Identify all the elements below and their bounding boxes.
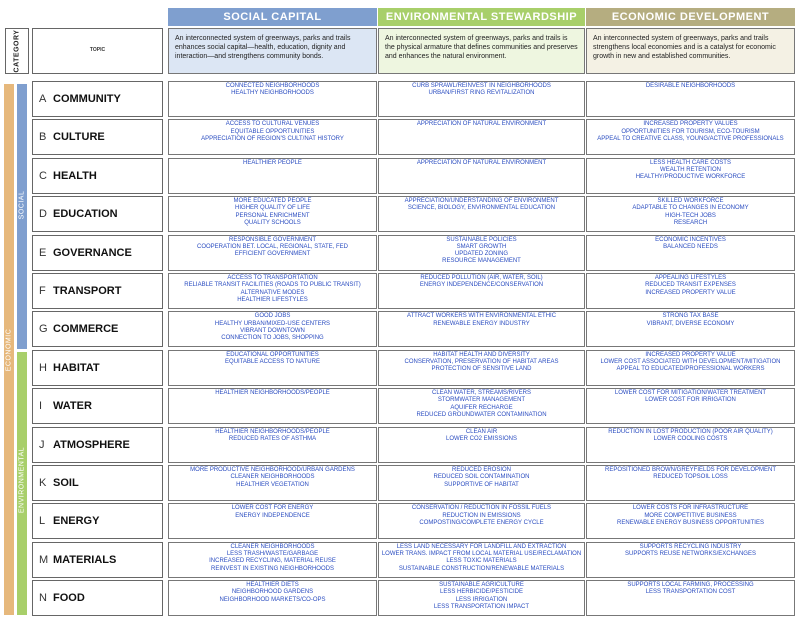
cell-env [378, 580, 585, 616]
cell-line: REINVEST IN EXISTING NEIGHBORHOODS [211, 565, 334, 572]
cell-line: INCREASED RECYCLING, MATERIAL REUSE [209, 558, 336, 565]
cell-line: HEALTHIER DIETS [246, 582, 299, 589]
cell-line: CLEANER NEIGHBORHOODS [230, 543, 315, 550]
cell-line: LESS LAND NECESSARY FOR LANDFILL AND EXTRACTION [396, 543, 567, 550]
cell-line: REPOSITIONED BROWN/GREYFIELDS FOR DEVELOPMENT [604, 467, 777, 473]
topic-name: HABITAT [53, 361, 100, 374]
cell-line: RELIABLE TRANSIT FACILITIES (ROADS TO PUBLIC TRANSIT) [184, 282, 361, 289]
cell-social [168, 350, 377, 386]
topic-name: WATER [53, 400, 92, 413]
category-header [5, 28, 29, 74]
cell-line: REDUCED POLLUTION (AIR, WATER, SOIL) [420, 275, 543, 281]
cell-line: REDUCED TOPSOIL LOSS [653, 474, 728, 481]
cell-line: CURB SPRAWL/REINVEST IN NEIGHBORHOODS [412, 83, 551, 89]
cell-econ [586, 388, 795, 424]
topic-header: TOPIC [32, 28, 163, 74]
cell-line: HEALTHIER VEGETATION [236, 481, 309, 488]
cell-line: URBAN/FIRST RING REVITALIZATION [428, 90, 535, 97]
cell-social [168, 542, 377, 578]
cell-line: LESS TRANSPORTATION IMPACT [433, 604, 530, 611]
cell-line: EDUCATIONAL OPPORTUNITIES [226, 351, 319, 358]
cell-env [378, 158, 585, 194]
cell-line: HABITAT HEALTH AND DIVERSITY [433, 351, 530, 358]
topic-name: FOOD [53, 592, 85, 605]
topic-letter: L [39, 515, 46, 528]
cell-econ [586, 503, 795, 539]
cell-line: GOOD JOBS [254, 313, 291, 320]
cell-line: HIGH-TECH JOBS [665, 212, 716, 219]
topic-letter: G [39, 323, 48, 336]
column-desc-social: An interconnected system of greenways, parks and trails enhances social capital—health, education, dignity and interaction—and strengthens community bonds. [168, 28, 377, 74]
cell-econ [586, 427, 795, 463]
cell-line: SUPPORTS REUSE NETWORKS/EXCHANGES [625, 551, 756, 558]
cell-line: APPRECIATION OF REGION'S CULT/NAT HISTORY [201, 135, 344, 142]
topic-name: EDUCATION [53, 208, 118, 221]
cell-line: APPEAL TO CREATIVE CLASS, YOUNG/ACTIVE PROFESSIONALS [597, 135, 784, 142]
cell-line: RESOURCE MANAGEMENT [442, 258, 521, 265]
topic-row-community [32, 81, 163, 117]
cell-line: NEIGHBORHOOD GARDENS [231, 589, 314, 596]
cell-social [168, 311, 377, 347]
cell-line: ADAPTABLE TO CHANGES IN ECONOMY [632, 205, 749, 212]
cell-line: LESS IRRIGATION [455, 596, 508, 603]
cell-env [378, 81, 585, 117]
topic-row-energy [32, 503, 163, 539]
cell-line: LOWER CO2 EMISSIONS [445, 435, 517, 442]
cell-line: CONNECTED NEIGHBORHOODS [225, 83, 320, 89]
column-desc-environmental: An interconnected system of greenways, parks and trails is the physical armature that defines communities and preserves and enhances the natural environment. [378, 28, 585, 74]
topic-letter: D [39, 208, 47, 221]
cell-line: OPPORTUNITIES FOR TOURISM, ECO-TOURISM [621, 128, 760, 135]
cell-line: CLEAN AIR [465, 428, 498, 435]
topic-row-education [32, 196, 163, 232]
cell-line: HEALTHIER LIFESTYLES [237, 296, 308, 303]
cell-line: LESS TRASH/WASTE/GARBAGE [226, 551, 319, 558]
cell-line: NEIGHBORHOOD MARKETS/CO-OPS [219, 596, 326, 603]
cell-line: INCREASED PROPERTY VALUE [645, 289, 736, 296]
social-label: SOCIAL [18, 190, 26, 220]
cell-line: REDUCED RATES OF ASTHMA [228, 435, 317, 442]
cell-line: RENEWABLE ENERGY BUSINESS OPPORTUNITIES [617, 519, 764, 526]
cell-line: LOWER COST FOR ENERGY [231, 505, 314, 512]
cell-line: LOWER COST FOR MITIGATION/WATER TREATMENT [614, 390, 767, 397]
cell-line: RESPONSIBLE GOVERNMENT [228, 236, 317, 243]
cell-line: QUALITY SCHOOLS [244, 220, 301, 227]
cell-econ [586, 273, 795, 309]
topic-name: TRANSPORT [53, 285, 122, 297]
topic-row-water [32, 388, 163, 424]
cell-line: LESS TOXIC MATERIALS [446, 558, 517, 565]
cell-line: CONSERVATION, PRESERVATION OF HABITAT AREAS [404, 359, 559, 366]
cell-line: HEALTHIER NEIGHBORHOODS/PEOPLE [215, 428, 330, 435]
column-desc-economic: An interconnected system of greenways, parks and trails strengthens local economies and is a catalyst for economic growth in new and established communities. [586, 28, 795, 74]
topic-row-governance [32, 235, 163, 271]
column-header-environmental: ENVIRONMENTAL STEWARDSHIP [378, 8, 585, 26]
cell-env [378, 196, 585, 232]
topic-letter: K [39, 477, 47, 489]
cell-econ [586, 465, 795, 501]
cell-line: BALANCED NEEDS [663, 243, 718, 250]
topic-name: ATMOSPHERE [53, 438, 130, 451]
cell-line: VIBRANT, DIVERSE ECONOMY [646, 320, 735, 327]
cell-line: LOWER COOLING COSTS [653, 435, 728, 442]
topic-letter: H [39, 361, 47, 374]
cell-econ [586, 311, 795, 347]
cell-env [378, 427, 585, 463]
cell-social [168, 119, 377, 155]
cell-line: ACCESS TO CULTURAL VENUES [225, 121, 320, 128]
topic-row-atmosphere [32, 427, 163, 463]
cell-line: INCREASED PROPERTY VALUE [645, 351, 736, 358]
cell-social [168, 81, 377, 117]
cell-env [378, 465, 585, 501]
cell-social [168, 503, 377, 539]
cell-line: APPEALING LIFESTYLES [654, 275, 727, 281]
column-header-economic: ECONOMIC DEVELOPMENT [586, 8, 795, 26]
cell-line: SUPPORTS LOCAL FARMING, PROCESSING [627, 582, 754, 589]
cell-line: REDUCED GROUNDWATER CONTAMINATION [416, 412, 547, 419]
topic-row-culture [32, 119, 163, 155]
topic-letter: C [39, 169, 47, 182]
cell-line: HEALTHY URBAN/MIXED-USE CENTERS [214, 320, 331, 327]
cell-econ [586, 580, 795, 616]
cell-line: SCIENCE, BIOLOGY, ENVIRONMENTAL EDUCATION [407, 205, 556, 212]
topic-row-soil [32, 465, 163, 501]
cell-line: DESIRABLE NEIGHBORHOODS [645, 83, 736, 89]
cell-line: STORMWATER MANAGEMENT [437, 397, 526, 404]
topic-letter: N [39, 592, 47, 605]
topic-row-food [32, 580, 163, 616]
cell-line: MORE PRODUCTIVE NEIGHBORHOOD/URBAN GARDENS [190, 467, 355, 473]
cell-line: STRONG TAX BASE [662, 313, 719, 320]
cell-line: HEALTHY NEIGHBORHOODS [231, 90, 314, 97]
cell-econ [586, 350, 795, 386]
cell-line: LOWER TRANS. IMPACT FROM LOCAL MATERIAL USE/RECLAMATION [381, 551, 582, 558]
cell-social [168, 235, 377, 271]
topic-letter: A [39, 93, 47, 105]
cell-social [168, 196, 377, 232]
cell-econ [586, 542, 795, 578]
cell-line: INCREASED PROPERTY VALUES [643, 121, 738, 128]
cell-line: COMPOSTING/COMPLETE ENERGY CYCLE [419, 519, 544, 526]
cell-line: REDUCTION IN EMISSIONS [442, 512, 521, 519]
topic-letter: M [39, 553, 49, 566]
cell-line: LESS HERBICIDE/PESTICIDE [439, 589, 524, 596]
cell-line: REDUCED EROSION [451, 467, 511, 473]
cell-line: ALTERNATIVE MODES [240, 289, 305, 296]
cell-line: SUPPORTIVE OF HABITAT [444, 481, 519, 488]
cell-social [168, 427, 377, 463]
cell-social [168, 388, 377, 424]
cell-line: CONNECTION TO JOBS, SHOPPING [221, 335, 324, 342]
cell-social [168, 465, 377, 501]
topic-row-health [32, 158, 163, 194]
topic-letter: E [39, 246, 47, 259]
cell-env [378, 311, 585, 347]
cell-econ [586, 196, 795, 232]
cell-line: SUSTAINABLE CONSTRUCTION/RENEWABLE MATERIALS [398, 565, 565, 572]
cell-line: SMART GROWTH [456, 243, 507, 250]
cell-line: EFFICIENT GOVERNMENT [234, 251, 311, 258]
topic-row-commerce [32, 311, 163, 347]
cell-env [378, 235, 585, 271]
cell-line: LESS TRANSPORTATION COST [645, 589, 736, 596]
cell-line: PERSONAL ENRICHMENT [235, 212, 310, 219]
cell-line: SKILLED WORKFORCE [657, 198, 724, 205]
topic-row-materials [32, 542, 163, 578]
cell-line: ATTRACT WORKERS WITH ENVIRONMENTAL ETHIC [406, 313, 557, 320]
cell-line: LOWER COST ASSOCIATED WITH DEVELOPMENT/MITIGATION [600, 359, 781, 366]
cell-line: HIGHER QUALITY OF LIFE [235, 205, 310, 212]
cell-env [378, 273, 585, 309]
topic-letter: B [39, 131, 47, 144]
cell-line: APPRECIATION OF NATURAL ENVIRONMENT [416, 121, 547, 128]
economic-label: ECONOMIC [5, 328, 13, 372]
topic-name: GOVERNANCE [53, 246, 132, 259]
cell-line: EQUITABLE OPPORTUNITIES [230, 128, 315, 135]
topic-row-transport [32, 273, 163, 309]
cell-line: ENERGY INDEPENDENCE [235, 512, 310, 519]
cell-line: WEALTH RETENTION [660, 167, 721, 174]
cell-line: SUSTAINABLE AGRICULTURE [439, 582, 524, 589]
cell-line: REDUCED SOIL CONTAMINATION [433, 474, 530, 481]
topic-row-habitat [32, 350, 163, 386]
cell-line: HEALTHY/PRODUCTIVE WORKFORCE [635, 174, 746, 181]
cell-line: MORE COMPETITIVE BUSINESS [644, 512, 737, 519]
cell-line: MORE EDUCATED PEOPLE [233, 198, 312, 205]
cell-line: RENEWABLE ENERGY INDUSTRY [433, 320, 530, 327]
environmental-label: ENVIRONMENTAL [18, 446, 26, 514]
cell-social [168, 273, 377, 309]
cell-env [378, 350, 585, 386]
cell-line: ACCESS TO TRANSPORTATION [227, 275, 318, 281]
cell-env [378, 503, 585, 539]
cell-line: AQUIFER RECHARGE [450, 404, 513, 411]
cell-env [378, 542, 585, 578]
cell-social [168, 158, 377, 194]
cell-line: HEALTHIER NEIGHBORHOODS/PEOPLE [215, 390, 330, 397]
cell-line: HEALTHIER PEOPLE [243, 159, 302, 166]
cell-line: RESEARCH [673, 220, 708, 227]
cell-line: UPDATED ZONING [454, 251, 509, 258]
cell-line: CONSERVATION / REDUCTION IN FOSSIL FUELS [411, 505, 552, 512]
topic-name: HEALTH [53, 169, 97, 182]
cell-line: EQUITABLE ACCESS TO NATURE [225, 359, 320, 366]
cell-env [378, 388, 585, 424]
column-header-social: SOCIAL CAPITAL [168, 8, 377, 26]
cell-econ [586, 81, 795, 117]
cell-line: APPRECIATION OF NATURAL ENVIRONMENT [416, 159, 547, 166]
cell-line: COOPERATION BET. LOCAL, REGIONAL, STATE, FED [196, 243, 349, 250]
cell-line: ECONOMIC INCENTIVES [655, 236, 726, 243]
topic-name: COMMERCE [53, 323, 119, 336]
topic-name: SOIL [53, 477, 79, 489]
topic-letter: I [39, 400, 43, 413]
cell-line: PROTECTION OF SENSITIVE LAND [431, 366, 532, 373]
cell-line: CLEANER NEIGHBORHOODS [230, 474, 315, 481]
cell-social [168, 580, 377, 616]
cell-line: LESS HEALTH CARE COSTS [650, 159, 731, 166]
topic-letter: F [39, 285, 46, 297]
cell-econ [586, 119, 795, 155]
cell-line: REDUCTION IN LOST PRODUCTION (POOR AIR QUALITY) [608, 428, 773, 435]
cell-line: ENERGY INDEPENDENCE/CONSERVATION [419, 282, 544, 289]
topic-name: CULTURE [53, 131, 105, 144]
cell-line: REDUCED TRANSIT EXPENSES [645, 282, 736, 289]
cell-line: LOWER COST FOR IRRIGATION [645, 397, 736, 404]
cell-econ [586, 235, 795, 271]
cell-line: LOWER COSTS FOR INFRASTRUCTURE [632, 505, 749, 512]
cell-line: SUPPORTS RECYCLING INDUSTRY [639, 543, 742, 550]
cell-line: CLEAN WATER, STREAMS/RIVERS [431, 390, 531, 397]
topic-name: ENERGY [53, 515, 100, 528]
topic-name: MATERIALS [53, 553, 117, 566]
cell-line: VIBRANT DOWNTOWN [240, 327, 305, 334]
topic-letter: J [39, 438, 45, 451]
category-header-label: CATEGORY [13, 29, 21, 73]
topic-name: COMMUNITY [53, 93, 121, 105]
cell-env [378, 119, 585, 155]
cell-econ [586, 158, 795, 194]
cell-line: SUSTAINABLE POLICIES [446, 236, 517, 243]
cell-line: APPEAL TO EDUCATED/PROFESSIONAL WORKERS [616, 366, 765, 373]
cell-line: APPRECIATION/UNDERSTANDING OF ENVIRONMENT [404, 198, 559, 205]
